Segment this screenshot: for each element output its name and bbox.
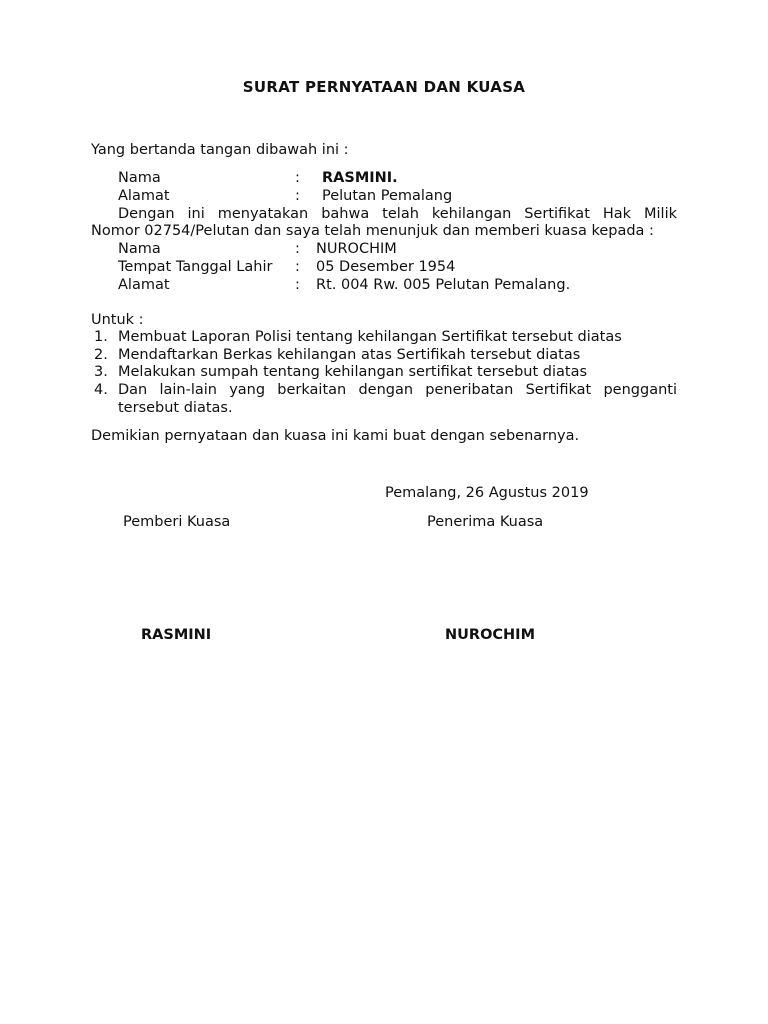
giver-signature-name: RASMINI	[141, 627, 212, 643]
receiver-name-value: NUROCHIM	[316, 241, 397, 257]
colon: :	[295, 277, 300, 293]
receiver-birth-label: Tempat Tanggal Lahir	[118, 259, 273, 275]
colon: :	[295, 188, 300, 204]
list-number: 3.	[94, 364, 108, 380]
list-text: Membuat Laporan Polisi tentang kehilangan Sertifikat tersebut diatas	[118, 329, 622, 345]
receiver-signature-name: NUROCHIM	[445, 627, 536, 643]
receiver-name-label: Nama	[118, 241, 161, 257]
list-number: 1.	[94, 329, 108, 345]
giver-name-label: Nama	[118, 170, 161, 186]
receiver-role: Penerima Kuasa	[427, 514, 544, 530]
closing-text: Demikian pernyataan dan kuasa ini kami buat dengan sebenarnya.	[91, 428, 580, 444]
list-number: 2.	[94, 347, 108, 363]
list-text: Mendaftarkan Berkas kehilangan atas Sertifikah tersebut diatas	[118, 347, 581, 363]
intro-text: Yang bertanda tangan dibawah ini :	[91, 142, 349, 158]
giver-role: Pemberi Kuasa	[123, 514, 231, 530]
giver-address-row	[0, 187, 768, 205]
colon: :	[295, 170, 300, 186]
receiver-name-row	[0, 240, 768, 258]
list-text-continued: tersebut diatas.	[118, 400, 233, 416]
list-item	[0, 328, 768, 346]
list-item	[0, 381, 768, 417]
list-number: 4.	[94, 382, 108, 398]
receiver-address-label: Alamat	[118, 277, 170, 293]
giver-address-label: Alamat	[118, 188, 170, 204]
place-date: Pemalang, 26 Agustus 2019	[385, 485, 589, 501]
colon: :	[295, 241, 300, 257]
list-text: Dan lain-lain yang berkaitan dengan peneribatan Sertifikat pengganti	[118, 382, 677, 398]
giver-name-row	[0, 169, 768, 187]
statement-line-2: Nomor 02754/Pelutan dan saya telah menunjuk dan memberi kuasa kepada :	[91, 223, 654, 239]
list-item	[0, 363, 768, 381]
receiver-address-row	[0, 276, 768, 294]
list-text: Melakukan sumpah tentang kehilangan sertifikat tersebut diatas	[118, 364, 588, 380]
giver-name-value: RASMINI.	[322, 170, 398, 186]
receiver-address-value: Rt. 004 Rw. 005 Pelutan Pemalang.	[316, 277, 571, 293]
receiver-birth-row	[0, 258, 768, 276]
receiver-birth-value: 05 Desember 1954	[316, 259, 456, 275]
list-item	[0, 346, 768, 364]
document-title: SURAT PERNYATAAN DAN KUASA	[242, 78, 526, 96]
colon: :	[295, 259, 300, 275]
statement-line-1: Dengan ini menyatakan bahwa telah kehilangan Sertifikat Hak Milik	[118, 206, 677, 222]
purpose-label: Untuk :	[91, 312, 144, 328]
giver-address-value: Pelutan Pemalang	[322, 188, 453, 204]
